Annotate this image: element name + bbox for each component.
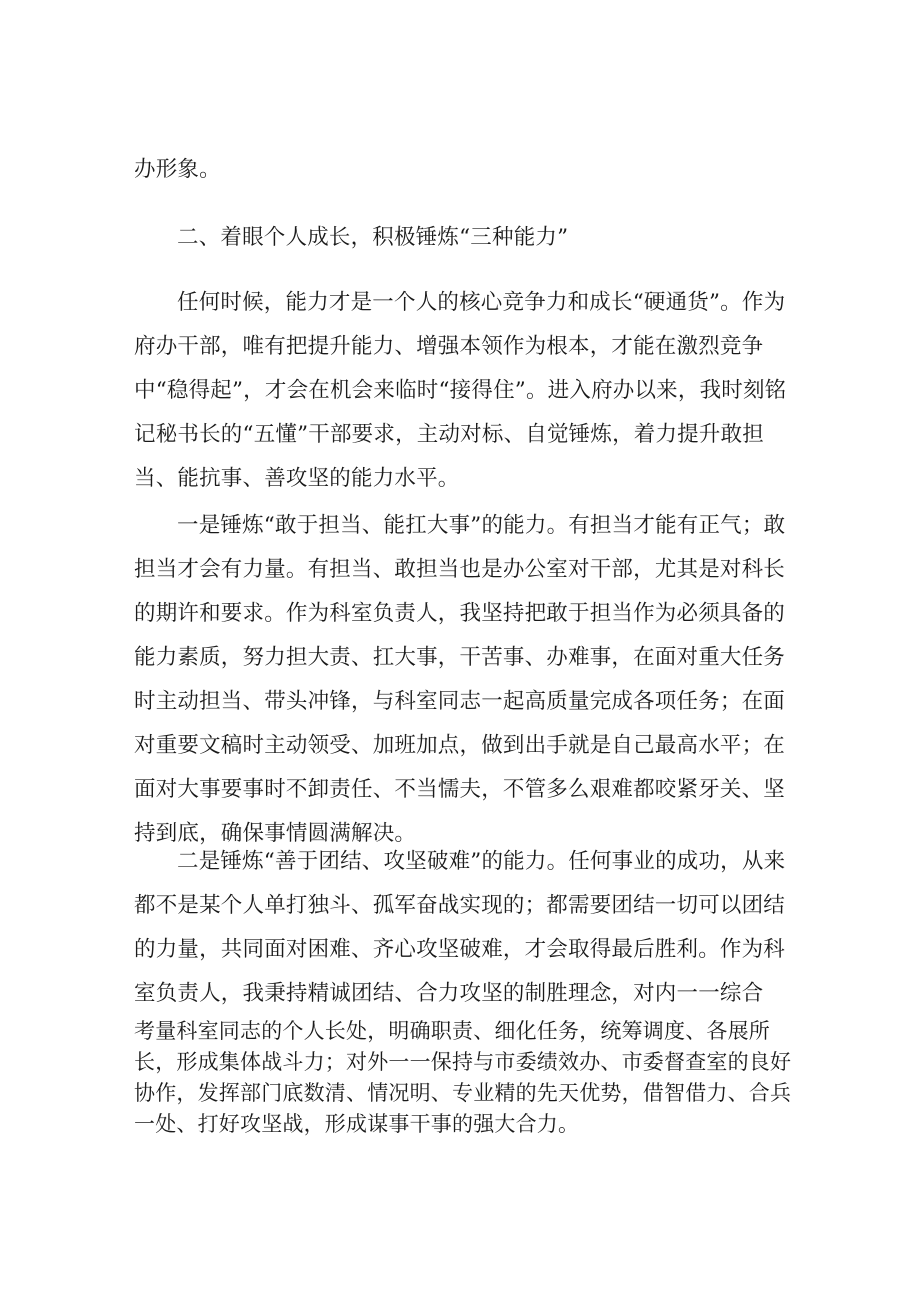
paragraph-ability-one: 一是锤炼“敢于担当、能扛大事”的能力。有担当才能有正气；敢担当才会有力量。有担当、敢担当也是办公室对干部，尤其是对科长的期许和要求。作为科室负责人，我坚持把敢于担当作为必须具备的能力素质，努力担大责、扛大事，干苦事、办难事，在面对重大任务时主动担当、带头冲锋，与科室同志一起高质量完成各项任务；在面对重要文稿时主动领受、加班加点，做到出手就是自己最高水平；在面对大事要事时不卸责任、不当懦夫，不管多么艰难都咬紧牙关、坚持到底，确保事情圆满解决。 — [134, 513, 786, 846]
paragraph-ability-two-continued: 考量科室同志的个人长处，明确职责、细化任务，统筹调度、各展所长，形成集体战斗力；对外一一保持与市委绩效办、市委督查室的良好协作，发挥部门底数清、情况明、专业精的先天优势，借智借力、合兵一处、打好攻坚战，形成谋事干事的强大合力。 — [134, 1019, 792, 1136]
paragraph-ability-two: 二是锤炼“善于团结、攻坚破难”的能力。任何事业的成功，从来都不是某个人单打独斗、孤军奋战实现的；都需要团结一切可以团结的力量，共同面对困难、齐心攻坚破难，才会取得最后胜利。作为科室负责人，我秉持精诚团结、合力攻坚的制胜理念，对内一一综合 — [134, 849, 786, 1006]
paragraph-intro: 任何时候，能力才是一个人的核心竞争力和成长“硬通货”。作为府办干部，唯有把提升能力、增强本领作为根本，才能在激烈竞争中“稳得起”，才会在机会来临时“接得住”。进入府办以来，我时刻铭记秘书长的“五懂”干部要求，主动对标、自觉锤炼，着力提升敢担当、能抗事、善攻坚的能力水平。 — [134, 290, 787, 491]
paragraph-continuation: 办形象。 — [134, 157, 221, 182]
section-heading: 二、着眼个人成长，积极锤炼“三种能力” — [177, 225, 569, 250]
